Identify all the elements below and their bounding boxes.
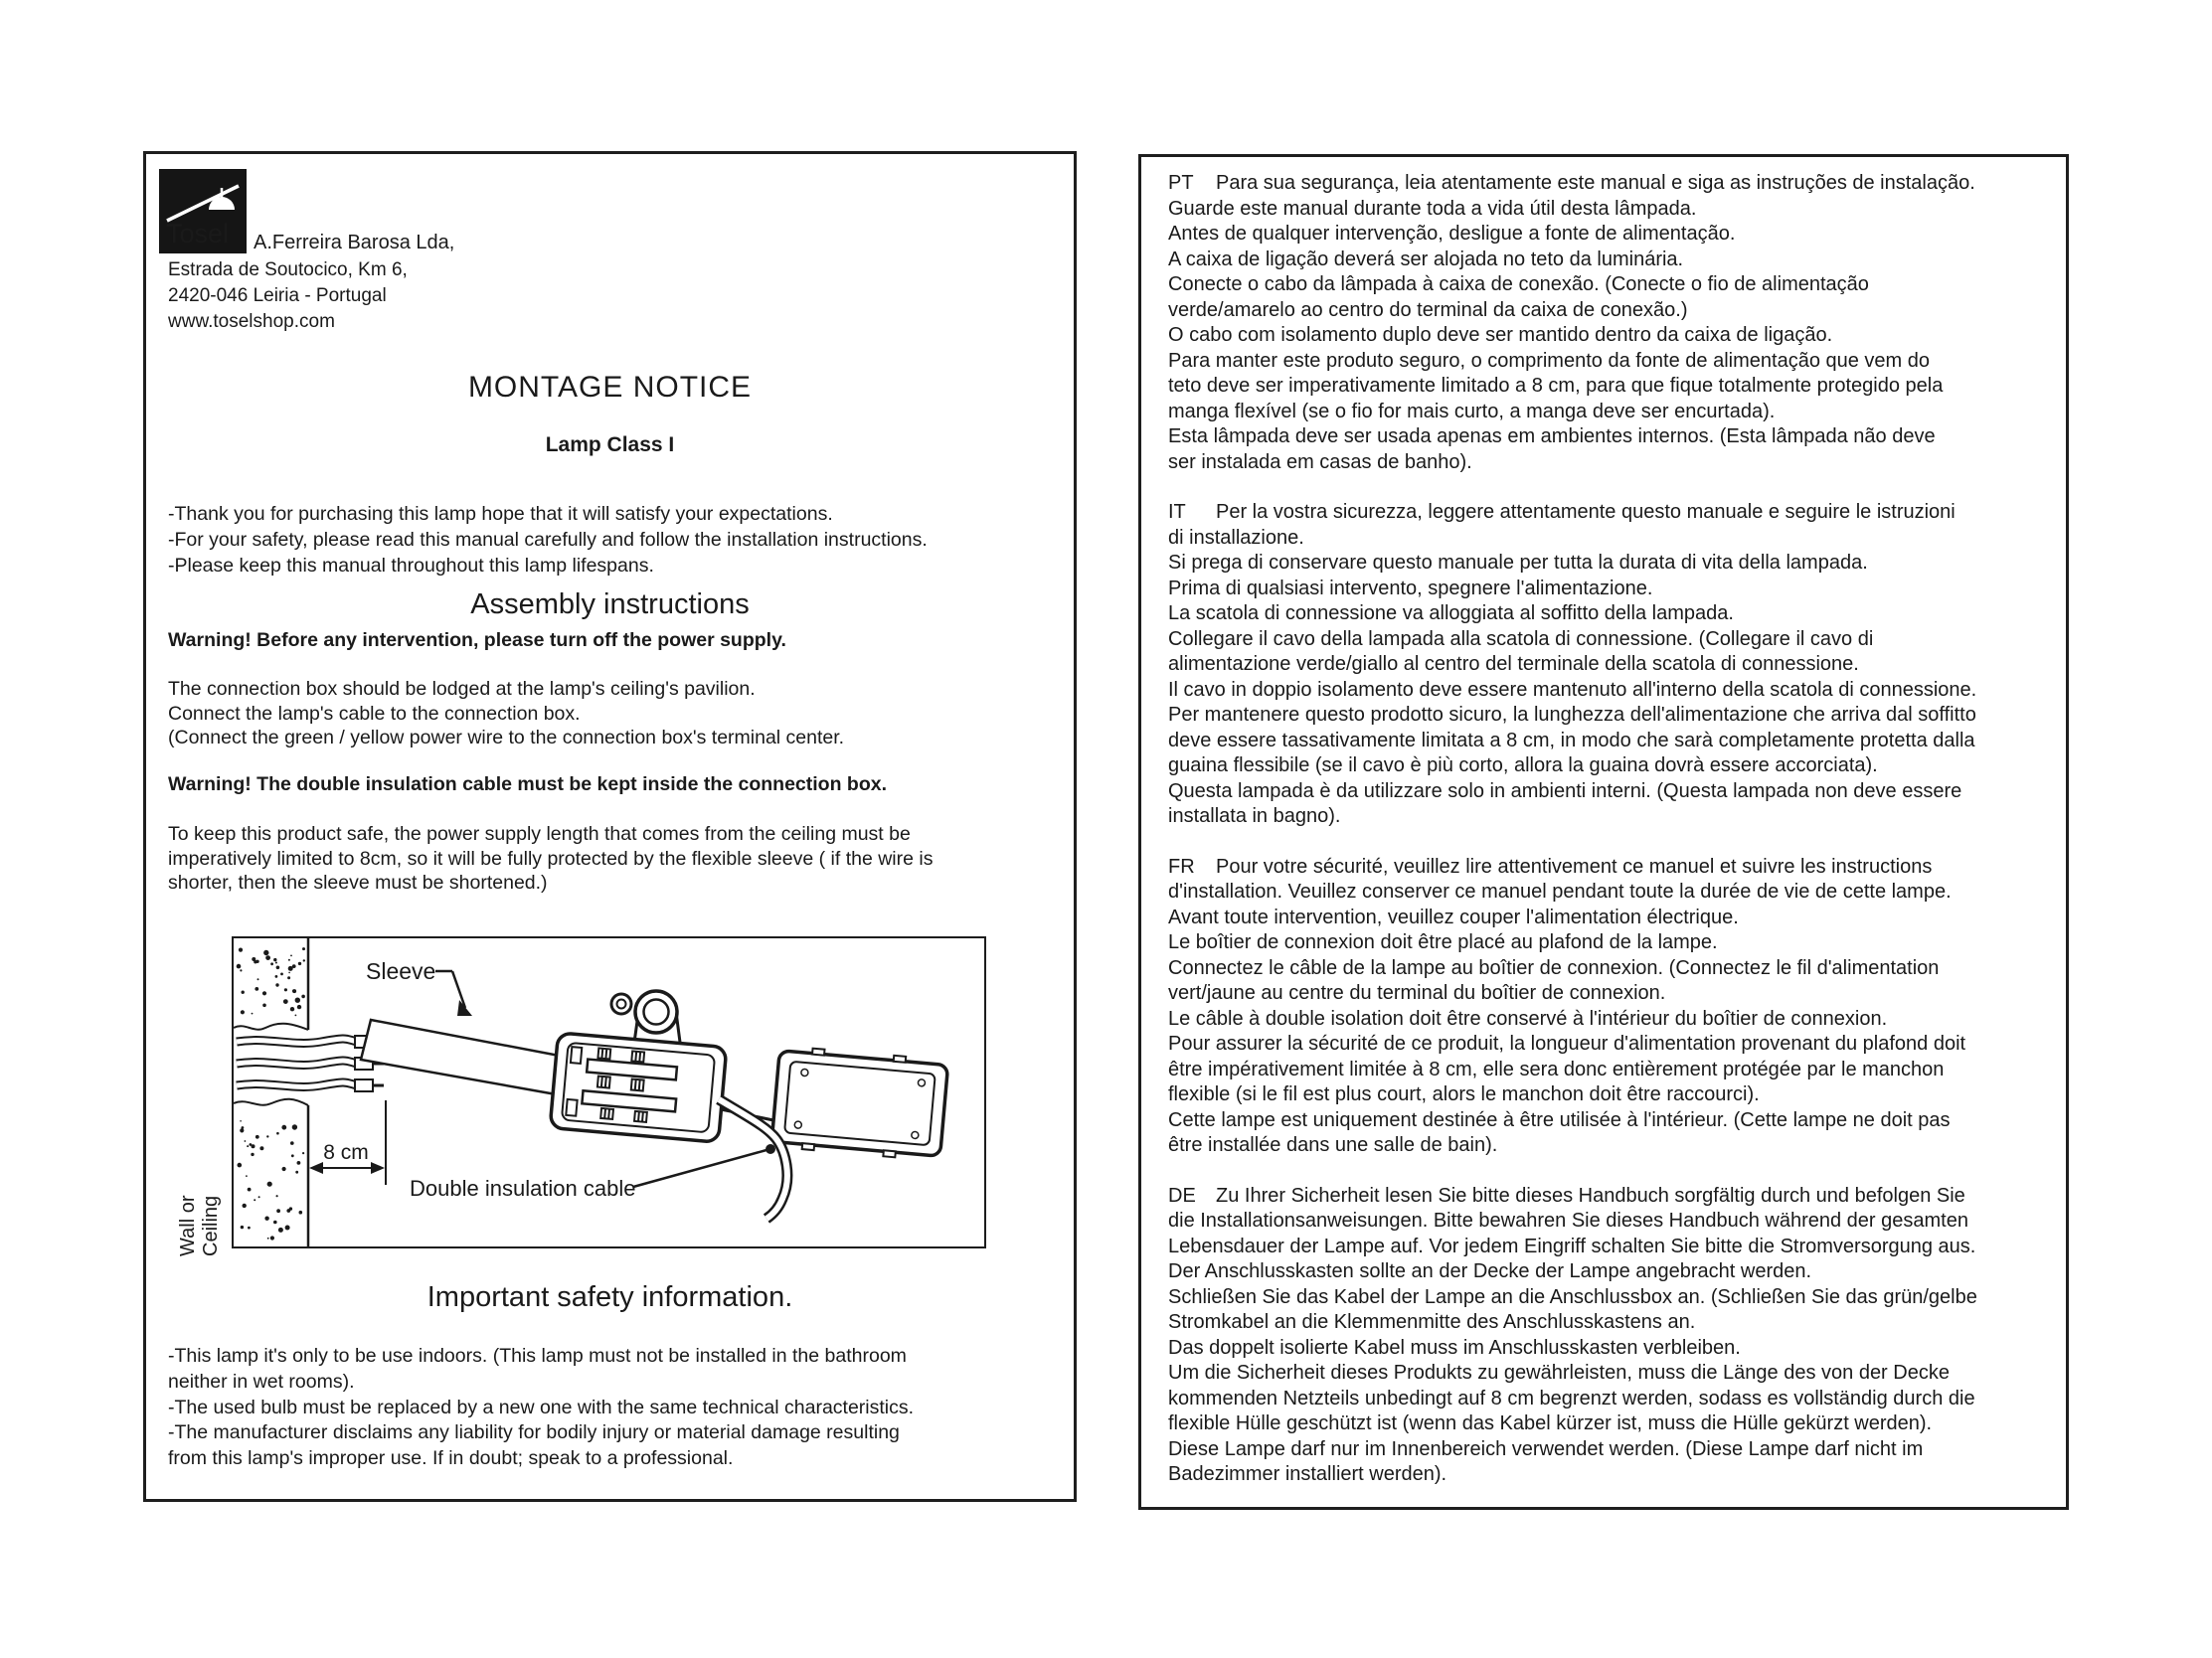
lang-first-line	[1168, 500, 2052, 526]
text-line: -This lamp it's only to be use indoors. (This lamp must not be installed in the bathroom	[168, 1345, 907, 1367]
sleeve-label: Sleeve	[366, 958, 436, 984]
wall-label-line1: Wall or	[177, 1195, 199, 1256]
text-line: from this lamp's improper use. If in doubt; speak to a professional.	[168, 1447, 734, 1470]
text-line: To keep this product safe, the power supply length that comes from the ceiling must be	[168, 823, 911, 845]
lang-lines	[1168, 526, 2052, 830]
warning-double-insulation: Warning! The double insulation cable must be kept inside the connection box.	[168, 773, 888, 795]
lang-first-text: Para sua segurança, leia atentamente este manual e siga as instruções de instalação.	[1216, 172, 1975, 194]
lang-lines	[1168, 880, 2052, 1159]
address-line: Estrada de Soutocico, Km 6,	[168, 259, 408, 280]
cover-plate	[771, 1046, 948, 1161]
address-line: 2420-046 Leiria - Portugal	[168, 285, 387, 306]
text-line: Lebensdauer der Lampe auf. Vor jedem Eingriff schalten Sie bitte die Stromversorgung aus.	[1168, 1235, 1976, 1257]
text-line: -Thank you for purchasing this lamp hope that it will satisfy your expectations.	[168, 503, 833, 525]
lang-code-fr: FR	[1168, 855, 1195, 878]
cable-pointer-dot	[766, 1144, 775, 1154]
address-line: www.toselshop.com	[168, 311, 335, 332]
cable-label: Double insulation cable	[410, 1176, 636, 1201]
lang-section-pt	[1168, 171, 2052, 475]
text-line: Collegare il cavo della lampada alla scatola di connessione. (Collegare il cavo di	[1168, 627, 1874, 650]
lang-section-it	[1168, 500, 2052, 830]
text-line: Um die Sicherheit dieses Produkts zu gewährleisten, muss die Länge des von der Decke	[1168, 1362, 1950, 1384]
safety-paragraph	[168, 1344, 914, 1472]
company-address	[168, 257, 408, 335]
text-line: La scatola di connessione va alloggiata al soffitto della lampada.	[1168, 602, 1734, 624]
text-line: Der Anschlusskasten sollte an der Decke der Lampe angebracht werden.	[1168, 1260, 1812, 1282]
lang-lines	[1168, 197, 2052, 476]
text-line: guaina flessibile (se il cavo è più corto, allora la guaina dovrà essere accorciata).	[1168, 754, 1878, 776]
intro-paragraph	[168, 502, 928, 579]
text-line: -The manufacturer disclaims any liability for bodily injury or material damage resulting	[168, 1421, 900, 1444]
sleeve-tube	[361, 1020, 570, 1095]
left-page	[143, 151, 1077, 1502]
text-line: teto deve ser imperativamente limitado a 8 cm, para que fique totalmente protegido pela	[1168, 375, 1944, 397]
text-line: Schließen Sie das Kabel der Lampe an die Anschlussbox an. (Schließen Sie das grün/gelbe	[1168, 1285, 1977, 1308]
text-line: Avant toute intervention, veuillez couper l'alimentation électrique.	[1168, 906, 1739, 928]
text-line: Le boîtier de connexion doit être placé au plafond de la lampe.	[1168, 931, 1718, 953]
text-line: vert/jaune au centre du terminal du boîtier de connexion.	[1168, 982, 1666, 1004]
text-line: d'installation. Veuillez conserver ce manuel pendant toute la durée de vie de cette lampe.	[1168, 881, 1952, 903]
lamp-class-subtitle: Lamp Class I	[545, 433, 675, 456]
text-line: Le câble à double isolation doit être conservé à l'intérieur du boîtier de connexion.	[1168, 1007, 1888, 1030]
text-line: Esta lâmpada deve ser usada apenas em ambientes internos. (Esta lâmpada não deve	[1168, 425, 1936, 447]
wall-ceiling-label	[177, 1147, 225, 1256]
lang-first-line	[1168, 171, 2052, 197]
text-line: kommenden Netzteils unbedingt auf 8 cm begrenzt werden, sodass es vollständig durch die	[1168, 1387, 1975, 1409]
text-line: imperatively limited to 8cm, so it will be fully protected by the flexible sleeve ( if the wire is	[168, 847, 934, 870]
text-line: Antes de qualquer intervenção, desligue a fonte de alimentação.	[1168, 223, 1736, 245]
assembly-heading: Assembly instructions	[470, 588, 750, 620]
text-line: Il cavo in doppio isolamento deve essere mantenuto all'interno della scatola di connessione.	[1168, 678, 1977, 701]
logo-brand-text: Tosel	[166, 219, 230, 249]
text-line: The connection box should be lodged at the lamp's ceiling's pavilion.	[168, 678, 756, 700]
text-line: manga flexível (se o fio for mais curto, a manga deve ser encurtada).	[1168, 400, 1776, 422]
text-line: flexible Hülle geschützt ist (wenn das Kabel kürzer ist, muss die Hülle gekürzt werden).	[1168, 1412, 1933, 1434]
tosel-logo-icon	[159, 169, 247, 253]
text-line: Diese Lampe darf nur im Innenbereich verwendet werden. (Diese Lampe darf nicht im	[1168, 1437, 1924, 1460]
cable-pointer-line	[633, 1150, 766, 1187]
power-length-paragraph	[168, 822, 933, 896]
wall-texture	[237, 947, 305, 1241]
text-line: Prima di qualsiasi intervento, spegnere l'alimentazione.	[1168, 577, 1653, 599]
text-line: flexible (si le fil est plus court, alors le manchon doit être raccourci).	[1168, 1083, 1760, 1105]
installation-diagram	[232, 936, 986, 1248]
page-title: MONTAGE NOTICE	[467, 371, 753, 404]
text-line: Conecte o cabo da lâmpada à caixa de conexão. (Conecte o fio de alimentação	[1168, 273, 1869, 295]
text-line: di installazione.	[1168, 526, 1304, 549]
supply-wires	[237, 1036, 384, 1091]
text-line: être impérativement limitée à 8 cm, elle sera donc entièrement protégée par le manchon	[1168, 1058, 1945, 1080]
sleeve-pointer	[435, 971, 472, 1016]
safety-heading: Important safety information.	[426, 1281, 793, 1313]
text-line: -The used bulb must be replaced by a new one with the same technical characteristics.	[168, 1396, 915, 1418]
dimension-label: 8 cm	[323, 1141, 369, 1164]
text-line: Connectez le câble de la lampe au boîtier de connexion. (Connectez le fil d'alimentation	[1168, 956, 1940, 979]
text-line: die Installationsanweisungen. Bitte bewahren Sie dieses Handbuch während der gesamten	[1168, 1210, 1968, 1232]
lang-first-text: Pour votre sécurité, veuillez lire attentivement ce manuel et suivre les instructions	[1216, 855, 1933, 878]
text-line: installata in bagno).	[1168, 805, 1341, 827]
text-line: -Please keep this manual throughout this lamp lifespans.	[168, 554, 654, 577]
text-line: être installée dans une salle de bain).	[1168, 1134, 1498, 1156]
text-line: neither in wet rooms).	[168, 1370, 355, 1393]
text-line: verde/amarelo ao centro do terminal da caixa de conexão.)	[1168, 298, 1688, 321]
text-line: A caixa de ligação deverá ser alojada no teto da luminária.	[1168, 248, 1684, 270]
text-line: Cette lampe est uniquement destinée à être utilisée à l'intérieur. (Cette lampe ne doit pas	[1168, 1108, 1951, 1131]
lang-first-line	[1168, 1184, 2052, 1210]
lang-first-text: Zu Ihrer Sicherheit lesen Sie bitte dieses Handbuch sorgfältig durch und befolgen Sie	[1216, 1184, 1965, 1207]
text-line: Das doppelt isolierte Kabel muss im Anschlusskasten verbleiben.	[1168, 1336, 1741, 1359]
lang-first-text: Per la vostra sicurezza, leggere attentamente questo manuale e seguire le istruzioni	[1216, 501, 1956, 523]
lang-code-pt: PT	[1168, 172, 1194, 194]
text-line: (Connect the green / yellow power wire to the connection box's terminal center.	[168, 727, 845, 749]
text-line: O cabo com isolamento duplo deve ser mantido dentro da caixa de ligação.	[1168, 324, 1833, 346]
assembly-paragraph	[168, 677, 844, 750]
text-line: Questa lampada è da utilizzare solo in ambienti interni. (Questa lampada non deve essere	[1168, 779, 1962, 802]
text-line: Para manter este produto seguro, o comprimento da fonte de alimentação que vem do	[1168, 349, 1931, 372]
lang-lines	[1168, 1209, 2052, 1488]
lang-section-de	[1168, 1184, 2052, 1488]
company-name: A.Ferreira Barosa Lda,	[254, 232, 455, 253]
text-line: Si prega di conservare questo manuale per tutta la durata di vita della lampada.	[1168, 552, 1868, 574]
lang-first-line	[1168, 855, 2052, 881]
lang-code-it: IT	[1168, 501, 1186, 523]
diagram-drawing	[234, 938, 984, 1246]
text-line: deve essere tassativamente limitata a 8 cm, in modo che sarà completamente protetta dalla	[1168, 729, 1975, 751]
connection-box	[550, 1033, 727, 1142]
text-line: Stromkabel an die Klemmenmitte des Anschlusskastens an.	[1168, 1311, 1696, 1333]
lang-code-de: DE	[1168, 1184, 1196, 1207]
right-page-translations	[1138, 154, 2069, 1510]
text-line: Badezimmer installiert werden).	[1168, 1463, 1447, 1485]
text-line: Pour assurer la sécurité de ce produit, la longueur d'alimentation provenant du plafond doit	[1168, 1033, 1966, 1055]
text-line: Connect the lamp's cable to the connection box.	[168, 702, 581, 725]
text-line: Guarde este manual durante toda a vida útil desta lâmpada.	[1168, 197, 1697, 220]
text-line: -For your safety, please read this manual carefully and follow the installation instructions.	[168, 528, 928, 551]
wall-label-line2: Ceiling	[200, 1195, 222, 1256]
text-line: Per mantenere questo prodotto sicuro, la lunghezza dell'alimentazione che arriva dal soffitto	[1168, 704, 1976, 726]
text-line: shorter, then the sleeve must be shortened.)	[168, 872, 548, 895]
text-line: ser instalada em casas de banho).	[1168, 450, 1472, 473]
text-line: alimentazione verde/giallo al centro del terminale della scatola di connessione.	[1168, 653, 1859, 675]
lang-section-fr	[1168, 855, 2052, 1159]
warning-power-supply: Warning! Before any intervention, please turn off the power supply.	[168, 629, 786, 651]
wall-section	[234, 938, 308, 1246]
